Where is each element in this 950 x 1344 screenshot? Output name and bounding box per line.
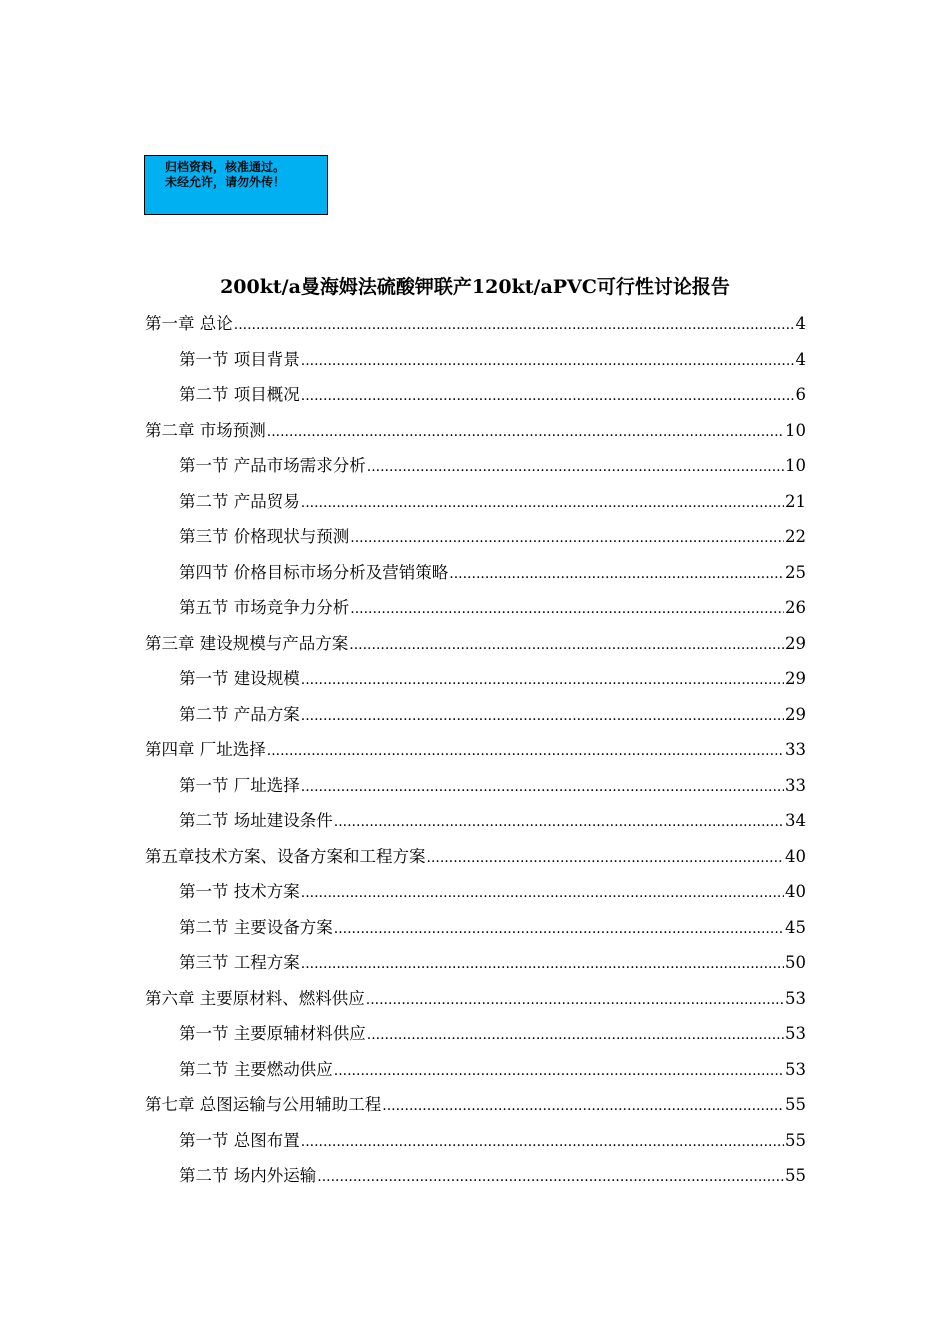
table-of-contents	[145, 306, 806, 1194]
toc-entry-page-number: 26	[785, 598, 806, 617]
toc-section-entry[interactable]	[145, 342, 806, 378]
toc-section-entry[interactable]	[145, 661, 806, 697]
toc-chapter-entry[interactable]	[145, 413, 806, 449]
toc-section-entry[interactable]	[145, 910, 806, 946]
toc-entry-label: 第六章 主要原材料、燃料供应	[145, 988, 365, 1008]
toc-chapter-entry[interactable]	[145, 732, 806, 768]
toc-section-entry[interactable]	[145, 1158, 806, 1194]
toc-leader-dots	[334, 1052, 784, 1090]
toc-entry-page-number: 45	[785, 917, 806, 937]
toc-entry-label: 第七章 总图运输与公用辅助工程	[145, 1095, 382, 1114]
toc-entry-page-number: 55	[785, 1166, 806, 1185]
toc-chapter-entry[interactable]	[145, 981, 806, 1017]
toc-section-entry[interactable]	[145, 519, 806, 555]
toc-leader-dots	[427, 839, 785, 877]
toc-entry-label: 第二章 市场预测	[145, 420, 266, 440]
toc-entry-label: 第一章 总论	[145, 314, 233, 333]
toc-entry-label: 第三节 价格现状与预测	[179, 527, 350, 546]
toc-entry-page-number: 6	[795, 385, 806, 404]
toc-entry-label: 第一节 项目背景	[179, 349, 300, 369]
toc-entry-page-number: 53	[785, 988, 806, 1008]
toc-leader-dots	[382, 1087, 784, 1125]
toc-entry-page-number: 53	[785, 1024, 806, 1043]
toc-entry-page-number: 34	[785, 811, 806, 830]
toc-entry-label: 第五章技术方案、设备方案和工程方案	[145, 846, 426, 866]
toc-leader-dots	[350, 519, 784, 557]
toc-section-entry[interactable]	[145, 697, 806, 733]
toc-leader-dots	[334, 803, 784, 841]
toc-section-entry[interactable]	[145, 590, 806, 626]
toc-leader-dots	[301, 874, 784, 912]
toc-entry-label: 第二节 项目概况	[179, 385, 300, 404]
toc-section-entry[interactable]	[145, 448, 806, 484]
toc-entry-page-number: 40	[785, 882, 806, 901]
toc-leader-dots	[317, 1158, 784, 1196]
toc-leader-dots	[334, 910, 784, 948]
toc-section-entry[interactable]	[145, 874, 806, 910]
toc-entry-page-number: 29	[785, 633, 806, 653]
toc-chapter-entry[interactable]	[145, 1087, 806, 1123]
toc-section-entry[interactable]	[145, 555, 806, 591]
toc-entry-page-number: 22	[785, 527, 806, 546]
toc-entry-page-number: 10	[785, 456, 806, 475]
toc-entry-page-number: 10	[785, 420, 806, 440]
toc-entry-label: 第二节 主要燃动供应	[179, 1059, 333, 1079]
toc-section-entry[interactable]	[145, 1123, 806, 1159]
toc-leader-dots	[234, 306, 795, 344]
toc-entry-page-number: 25	[785, 562, 806, 582]
toc-leader-dots	[301, 945, 784, 983]
toc-entry-label: 第四章 厂址选择	[145, 740, 266, 759]
toc-leader-dots	[449, 555, 784, 593]
toc-entry-page-number: 29	[785, 669, 806, 688]
archive-notice-line-1: 归档资料，核准通过。	[165, 160, 286, 174]
toc-chapter-entry[interactable]	[145, 626, 806, 662]
toc-entry-page-number: 33	[785, 740, 806, 759]
toc-leader-dots	[349, 626, 784, 664]
report-title: 200kt/a曼海姆法硫酸钾联产120kt/aPVC可行性讨论报告	[220, 276, 730, 298]
toc-leader-dots	[301, 484, 784, 522]
toc-section-entry[interactable]	[145, 484, 806, 520]
toc-entry-label: 第二节 主要设备方案	[179, 917, 333, 937]
toc-leader-dots	[301, 768, 784, 806]
toc-entry-label: 第二节 场内外运输	[179, 1166, 317, 1185]
toc-entry-label: 第三节 工程方案	[179, 953, 300, 972]
toc-entry-label: 第一节 厂址选择	[179, 775, 300, 795]
toc-entry-label: 第一节 产品市场需求分析	[179, 456, 366, 475]
toc-leader-dots	[301, 697, 784, 735]
toc-leader-dots	[267, 732, 784, 770]
toc-section-entry[interactable]	[145, 1016, 806, 1052]
toc-leader-dots	[301, 342, 795, 380]
toc-leader-dots	[367, 1016, 784, 1054]
toc-entry-label: 第四节 价格目标市场分析及营销策略	[179, 562, 449, 582]
toc-leader-dots	[350, 590, 784, 628]
toc-chapter-entry[interactable]	[145, 839, 806, 875]
toc-entry-page-number: 55	[785, 1130, 806, 1150]
toc-entry-label: 第一节 建设规模	[179, 669, 300, 688]
toc-entry-page-number: 33	[785, 775, 806, 795]
toc-leader-dots	[367, 448, 784, 486]
toc-leader-dots	[267, 413, 784, 451]
archive-notice-box	[144, 155, 328, 215]
toc-section-entry[interactable]	[145, 377, 806, 413]
toc-entry-label: 第一节 主要原辅材料供应	[179, 1024, 366, 1043]
archive-notice-line-2: 未经允许，请勿外传！	[165, 175, 286, 189]
toc-entry-page-number: 53	[785, 1059, 806, 1079]
toc-section-entry[interactable]	[145, 768, 806, 804]
toc-entry-page-number: 29	[785, 704, 806, 724]
toc-entry-label: 第三章 建设规模与产品方案	[145, 633, 349, 653]
toc-leader-dots	[366, 981, 784, 1019]
toc-entry-label: 第二节 产品方案	[179, 704, 300, 724]
toc-leader-dots	[301, 1123, 784, 1161]
toc-entry-label: 第二节 产品贸易	[179, 491, 300, 511]
toc-entry-page-number: 50	[785, 953, 806, 972]
toc-leader-dots	[301, 377, 795, 415]
toc-section-entry[interactable]	[145, 945, 806, 981]
toc-entry-page-number: 55	[785, 1095, 806, 1114]
toc-entry-label: 第五节 市场竞争力分析	[179, 598, 350, 617]
toc-entry-page-number: 21	[785, 491, 806, 511]
toc-entry-page-number: 4	[795, 314, 806, 333]
toc-leader-dots	[301, 661, 784, 699]
toc-section-entry[interactable]	[145, 803, 806, 839]
toc-entry-page-number: 4	[795, 349, 806, 369]
toc-entry-label: 第一节 技术方案	[179, 882, 300, 901]
toc-entry-label: 第二节 场址建设条件	[179, 811, 333, 830]
toc-chapter-entry[interactable]	[145, 306, 806, 342]
toc-entry-page-number: 40	[785, 846, 806, 866]
toc-section-entry[interactable]	[145, 1052, 806, 1088]
toc-entry-label: 第一节 总图布置	[179, 1130, 300, 1150]
